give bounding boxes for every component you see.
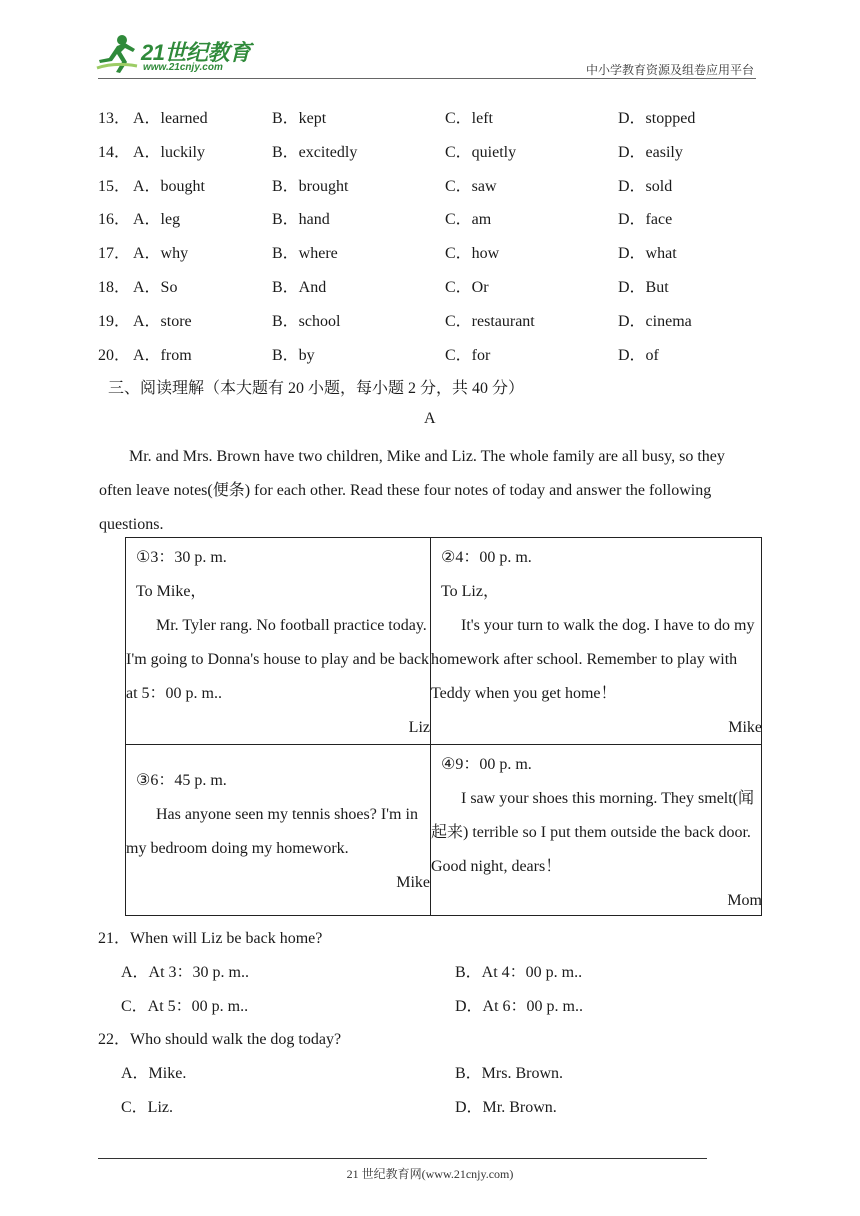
note-cell	[126, 764, 430, 900]
answer-option-c: C．At 5：00 p. m..	[121, 998, 249, 1015]
option-row	[0, 105, 860, 129]
logo-url: www.21cnjy.com	[143, 62, 223, 73]
question-number: 17．	[98, 245, 131, 262]
logo-text: 21世纪教育	[141, 40, 251, 65]
note-cell	[431, 541, 762, 745]
option-b: B．school	[272, 313, 341, 330]
note-time: ②4：00 p. m.	[441, 549, 532, 566]
question-number: 16．	[98, 211, 131, 228]
page-header	[0, 0, 860, 80]
option-d: D．what	[618, 245, 677, 262]
note-signature: Mike	[396, 874, 430, 891]
option-b: B．hand	[272, 211, 330, 228]
note-recipient: To Mike，	[136, 583, 207, 600]
runner-logo-icon	[95, 34, 139, 74]
option-c: C．am	[445, 211, 492, 228]
option-c: C．Or	[445, 279, 489, 296]
note-time: ④9：00 p. m.	[441, 756, 532, 773]
option-b: B．excitedly	[272, 144, 358, 161]
question-number: 15．	[98, 178, 131, 195]
option-b: B．And	[272, 279, 327, 296]
answer-option-d: D．Mr. Brown.	[455, 1099, 557, 1116]
question-number: 20．	[98, 347, 131, 364]
footer-text: 21 世纪教育网(www.21cnjy.com)	[346, 1167, 514, 1181]
option-c: C．saw	[445, 178, 497, 195]
option-c: C．for	[445, 347, 491, 364]
note-cell	[126, 541, 430, 745]
option-b: B．brought	[272, 178, 349, 195]
answer-option-b: B．At 4：00 p. m..	[455, 964, 583, 981]
answer-option-a: A．Mike.	[121, 1065, 187, 1082]
option-d: D．sold	[618, 178, 673, 195]
option-a: A．store	[133, 313, 192, 330]
option-a: A．luckily	[133, 144, 205, 161]
option-a: A．So	[133, 279, 178, 296]
option-row	[0, 173, 860, 197]
option-row	[0, 308, 860, 332]
option-row	[0, 240, 860, 264]
option-c: C．left	[445, 110, 493, 127]
option-d: D．But	[618, 279, 669, 296]
header-divider	[98, 78, 756, 79]
note-signature: Mom	[727, 892, 762, 909]
option-a: A．learned	[133, 110, 208, 127]
option-a: A．from	[133, 347, 192, 364]
option-a: A．bought	[133, 178, 206, 195]
option-d: D．easily	[618, 144, 683, 161]
note-recipient: To Liz，	[441, 583, 499, 600]
option-b: B．where	[272, 245, 338, 262]
question-number: 14．	[98, 144, 131, 161]
option-c: C．quietly	[445, 144, 517, 161]
option-b: B．by	[272, 347, 315, 364]
answer-option-a: A．At 3：30 p. m..	[121, 964, 250, 981]
option-row	[0, 342, 860, 366]
note-time: ③6：45 p. m.	[136, 772, 227, 789]
footer-divider	[98, 1158, 707, 1159]
logo	[95, 34, 265, 78]
note-body: It's your turn to walk the dog. I have to do my homework after school. Remember to play with Teddy when you get home！	[431, 617, 755, 702]
option-d: D．of	[618, 347, 659, 364]
question-number: 18．	[98, 279, 131, 296]
note-cell	[431, 748, 762, 918]
note-signature: Mike	[728, 719, 762, 736]
answer-option-b: B．Mrs. Brown.	[455, 1065, 564, 1082]
option-row	[0, 206, 860, 230]
option-b: B．kept	[272, 110, 327, 127]
question-number: 19．	[98, 313, 131, 330]
option-a: A．leg	[133, 211, 181, 228]
section-title: 三、阅读理解（本大题有 20 小题，每小题 2 分，共 40 分）	[108, 380, 525, 397]
notes-table	[125, 537, 762, 916]
passage-label: A	[424, 410, 436, 427]
passage-intro: Mr. and Mrs. Brown have two children, Mike and Liz. The whole family are all busy, so they often leave notes(便条) for each other. Read these four notes of today and answer the following questions.	[99, 448, 725, 533]
question-stem: 22．Who should walk the dog today?	[98, 1031, 342, 1048]
option-c: C．how	[445, 245, 500, 262]
note-body: Has anyone seen my tennis shoes? I'm in my bedroom doing my homework.	[126, 806, 418, 857]
answer-option-d: D．At 6：00 p. m..	[455, 998, 584, 1015]
option-c: C．restaurant	[445, 313, 535, 330]
note-signature: Liz	[408, 719, 430, 736]
option-a: A．why	[133, 245, 189, 262]
note-time: ①3：30 p. m.	[136, 549, 227, 566]
option-d: D．cinema	[618, 313, 692, 330]
note-body: Mr. Tyler rang. No football practice today. I'm going to Donna's house to play and be back at 5：00 p. m..	[126, 617, 430, 702]
option-d: D．stopped	[618, 110, 696, 127]
note-body: I saw your shoes this morning. They smelt(闻起来) terrible so I put them outside the back door. Good night, dears！	[431, 790, 755, 875]
question-stem: 21．When will Liz be back home?	[98, 930, 323, 947]
answer-option-c: C．Liz.	[121, 1099, 173, 1116]
option-row	[0, 139, 860, 163]
option-row	[0, 274, 860, 298]
option-d: D．face	[618, 211, 673, 228]
question-number: 13．	[98, 110, 131, 127]
header-platform-text: 中小学教育资源及组卷应用平台	[585, 63, 754, 77]
